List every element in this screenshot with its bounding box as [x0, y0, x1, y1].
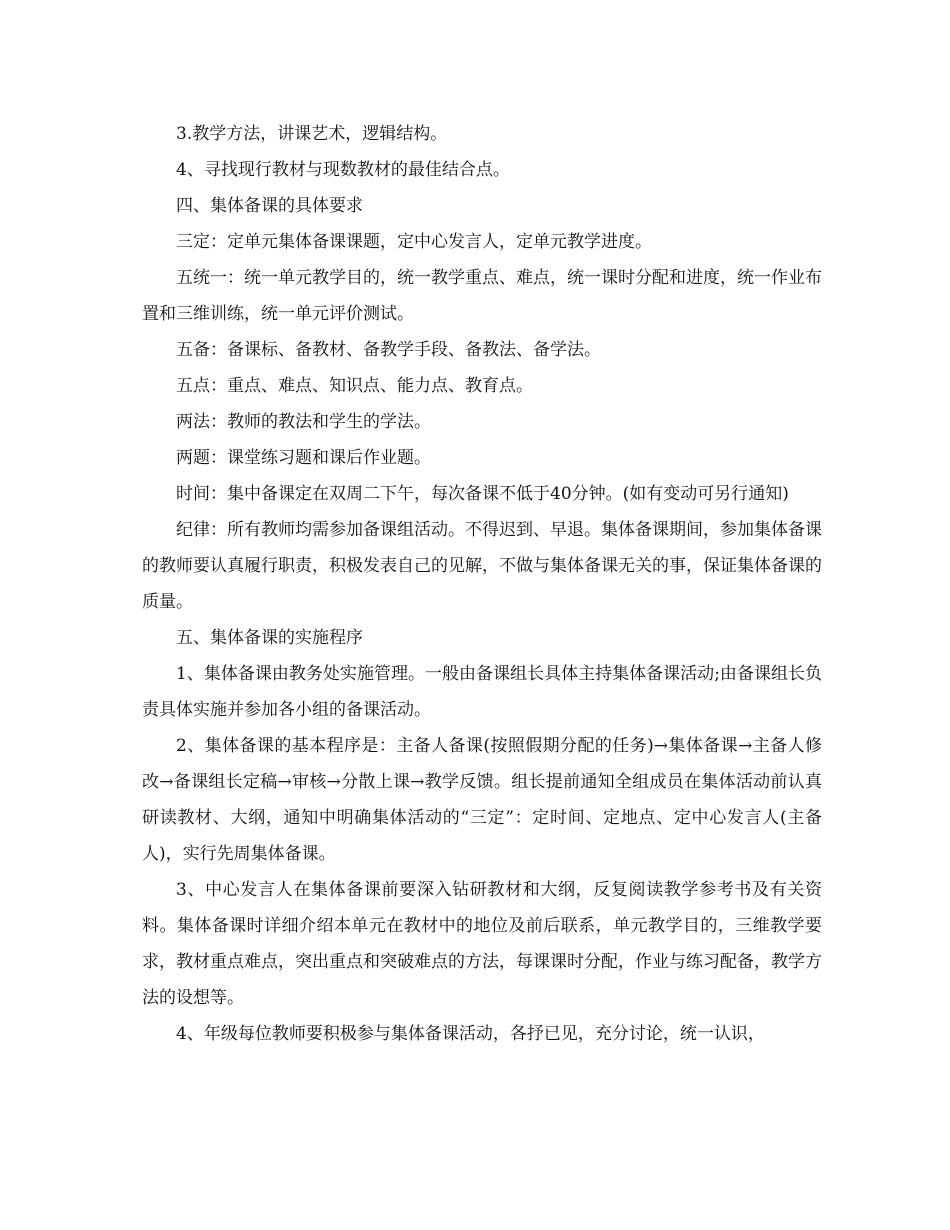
paragraph-two-methods: 两法：教师的教法和学生的学法。 — [176, 412, 431, 432]
paragraph-procedure-4: 4、年级每位教师要积极参与集体备课活动，各抒已见，充分讨论，统一认识， — [176, 1024, 765, 1044]
paragraph-procedure-2: 2、集体备课的基本程序是：主备人备课(按照假期分配的任务)→集体备课→主备人修改→备课组长定稿→审核→分散上课→教学反馈。组长提前通知全组成员在集体活动前认真研读教材、大纲，通知中明确集体活动的“三定”：定时间、定地点、定中心发言人(主备人)，实行先周集体备课。 — [142, 736, 822, 864]
paragraph-two-exercises: 两题：课堂练习题和课后作业题。 — [176, 448, 431, 468]
paragraph-five-unify: 五统一：统一单元教学目的，统一教学重点、难点，统一课时分配和进度，统一作业布置和三维训练，统一单元评价测试。 — [142, 268, 822, 324]
document-body — [142, 116, 822, 1052]
section-heading-procedure: 五、集体备课的实施程序 — [176, 628, 363, 648]
paragraph-procedure-1: 1、集体备课由教务处实施管理。一般由备课组长具体主持集体备课活动;由备课组长负责具体实施并参加各小组的备课活动。 — [142, 664, 822, 720]
paragraph-time: 时间：集中备课定在双周二下午，每次备课不低于40分钟。(如有变动可另行通知) — [176, 484, 789, 504]
section-heading-requirements: 四、集体备课的具体要求 — [176, 196, 363, 216]
paragraph-five-points: 五点：重点、难点、知识点、能力点、教育点。 — [176, 376, 533, 396]
paragraph-procedure-3: 3、中心发言人在集体备课前要深入钻研教材和大纲，反复阅读教学参考书及有关资料。集体备课时详细介绍本单元在教材中的地位及前后联系，单元教学目的，三维教学要求，教材重点难点，突出重点和突破难点的方法，每课课时分配，作业与练习配备，教学方法的设想等。 — [142, 880, 822, 1008]
paragraph-textbook-combination: 4、寻找现行教材与现数教材的最佳结合点。 — [176, 160, 510, 180]
paragraph-discipline: 纪律：所有教师均需参加备课组活动。不得迟到、早退。集体备课期间，参加集体备课的教师要认真履行职责，积极发表自己的见解，不做与集体备课无关的事，保证集体备课的质量。 — [142, 520, 822, 612]
paragraph-five-prepare: 五备：备课标、备教材、备教学手段、备教法、备学法。 — [176, 340, 601, 360]
paragraph-three-fixed: 三定：定单元集体备课课题，定中心发言人，定单元教学进度。 — [176, 232, 652, 252]
paragraph-teaching-methods: 3.教学方法，讲课艺术，逻辑结构。 — [176, 124, 448, 144]
